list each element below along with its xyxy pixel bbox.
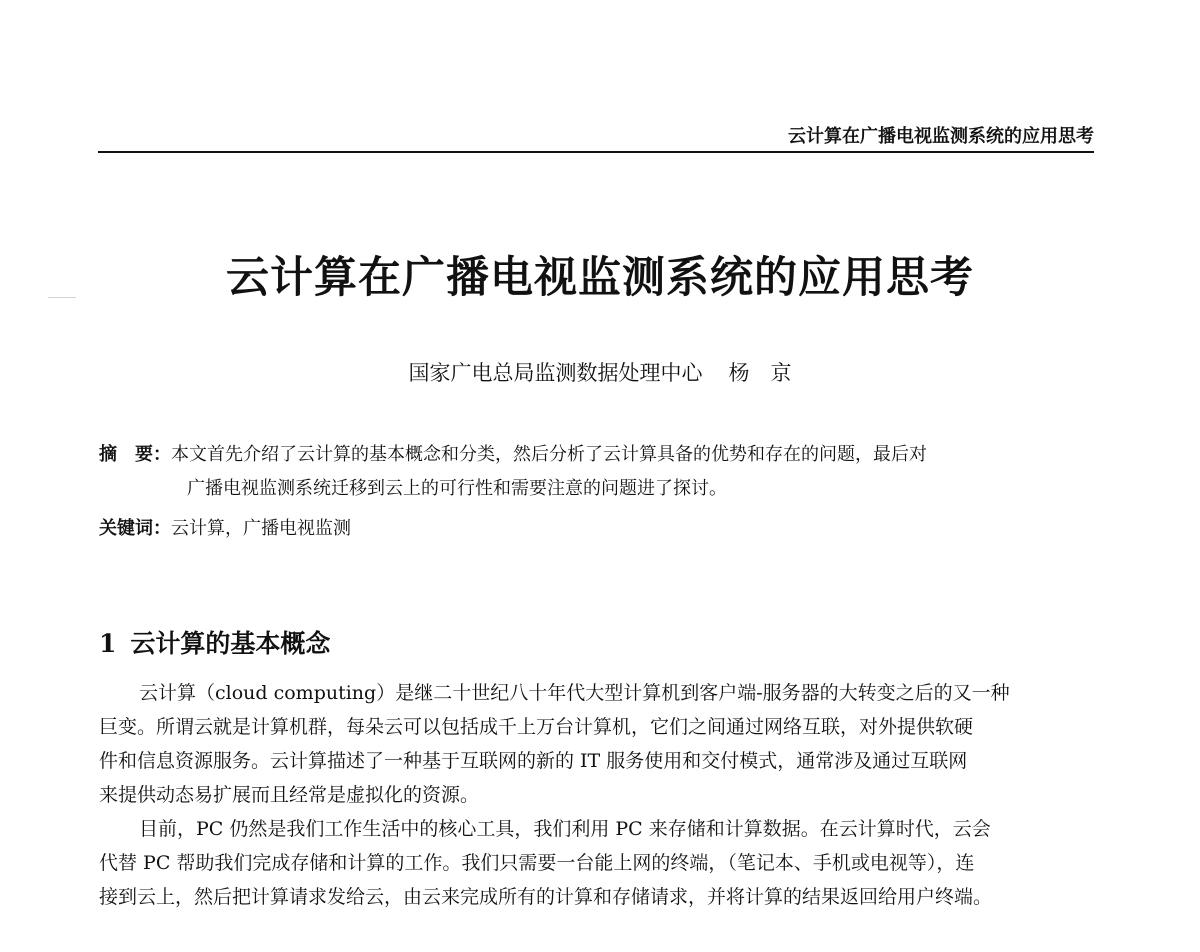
abstract-line-2: [99, 472, 1097, 506]
body-line: 云计算（cloud computing）是继二十世纪八十年代大型计算机到客户端-服务器的大转变之后的又一种: [139, 682, 1010, 704]
keywords-text: 云计算，广播电视监测: [171, 518, 351, 539]
header-rule: [98, 151, 1094, 153]
abstract-label: 摘 要：: [99, 444, 171, 465]
running-header: 云计算在广播电视监测系统的应用思考: [788, 126, 1094, 147]
author-name: 杨 京: [728, 361, 792, 385]
abstract-text-2: 广播电视监测系统迁移到云上的可行性和需要注意的问题进了探讨。: [187, 478, 727, 499]
paper-title: 云计算在广播电视监测系统的应用思考: [226, 253, 974, 303]
body-line: 接到云上，然后把计算请求发给云，由云来完成所有的计算和存储请求，并将计算的结果返回给用户终端。: [99, 886, 993, 908]
body-line: 巨变。所谓云就是计算机群，每朵云可以包括成千上万台计算机，它们之间通过网络互联，对外提供软硬: [99, 716, 974, 738]
section-title: 云计算的基本概念: [130, 629, 331, 658]
section-heading: [99, 624, 330, 660]
abstract-line-1: [99, 438, 1097, 472]
author-line: [0, 357, 1200, 387]
section-number: 1: [99, 629, 117, 658]
body-line: 来提供动态易扩展而且经常是虚拟化的资源。: [99, 784, 480, 806]
body-line: 目前，PC 仍然是我们工作生活中的核心工具，我们利用 PC 来存储和计算数据。在云计算时代，云会: [139, 818, 991, 840]
body-line: 代替 PC 帮助我们完成存储和计算的工作。我们只需要一台能上网的终端，（笔记本、手机或电视等），连: [99, 852, 975, 874]
keywords-line: [99, 512, 1095, 546]
abstract-block: [99, 438, 1097, 506]
keywords-label: 关键词：: [99, 518, 171, 539]
section-body: [99, 676, 1095, 914]
body-line: 件和信息资源服务。云计算描述了一种基于互联网的新的 IT 服务使用和交付模式，通常涉及通过互联网: [99, 750, 968, 772]
author-affiliation: 国家广电总局监测数据处理中心: [408, 361, 703, 385]
abstract-text-1: 本文首先介绍了云计算的基本概念和分类，然后分析了云计算具备的优势和存在的问题，最后对: [171, 444, 927, 465]
